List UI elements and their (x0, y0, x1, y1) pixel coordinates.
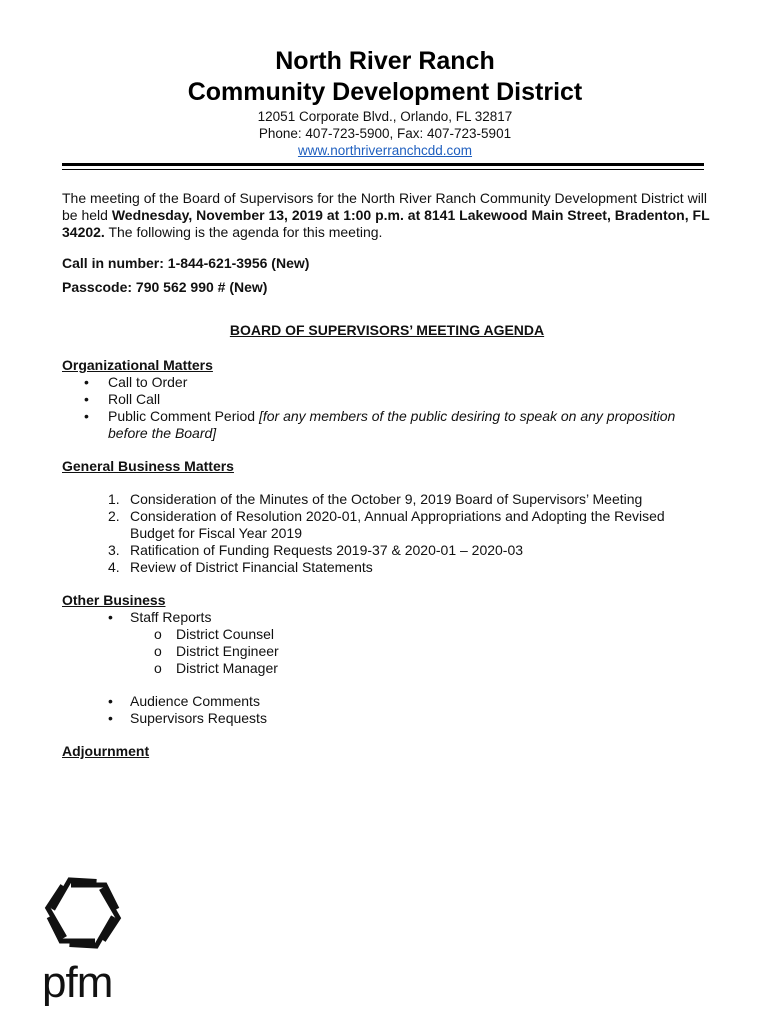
list-item: • Roll Call (62, 391, 712, 408)
pfm-logo-text: pfm (42, 958, 113, 1007)
list-item: • Supervisors Requests (62, 710, 712, 727)
passcode: Passcode: 790 562 990 # (New) (62, 279, 268, 295)
section-general-business: General Business Matters (62, 458, 234, 474)
public-comment-label: Public Comment Period (108, 408, 259, 424)
item-text: Review of District Financial Statements (130, 559, 373, 575)
staff-reports-sublist (62, 626, 712, 677)
call-in-number: Call in number: 1-844-621-3956 (New) (62, 255, 310, 271)
header-divider-thin (62, 169, 704, 170)
item-number: 2. (108, 508, 120, 524)
agenda-body (62, 190, 712, 760)
item-number: 1. (108, 491, 120, 507)
pfm-logo-icon (38, 868, 128, 958)
district-name-line2: Community Development District (187, 78, 583, 106)
agenda-title: BOARD OF SUPERVISORS’ MEETING AGENDA (229, 322, 545, 338)
section-adjournment: Adjournment (62, 743, 150, 759)
district-name-line1: North River Ranch (275, 47, 495, 75)
item-text: Consideration of Resolution 2020-01, Annual Appropriations and Adopting the Revised Budget for Fiscal Year 2019 (130, 508, 665, 541)
sub-item: o District Engineer (62, 643, 712, 660)
general-business-list (62, 491, 712, 576)
item-text: Ratification of Funding Requests 2019-37 & 2020-01 – 2020-03 (130, 542, 524, 558)
organizational-list (62, 374, 712, 442)
header-divider-thick (62, 163, 704, 166)
item-text: Consideration of the Minutes of the October 9, 2019 Board of Supervisors’ Meeting (130, 491, 643, 507)
section-organizational-matters: Organizational Matters (62, 357, 213, 373)
list-item (62, 559, 712, 576)
item-number: 4. (108, 559, 120, 575)
section-other-business: Other Business (62, 592, 166, 608)
meeting-date-location: Wednesday, November 13, 2019 at 1:00 p.m. at 8141 Lakewood Main Street, Bradenton, FL 34202. (62, 207, 710, 240)
list-item: • Call to Order (62, 374, 712, 391)
sub-item: o District Manager (62, 660, 712, 677)
sub-item: o District Counsel (62, 626, 712, 643)
letterhead (0, 46, 770, 159)
website-link[interactable]: www.northriverranchcdd.com (297, 143, 473, 158)
other-business-list-2 (62, 693, 712, 727)
intro-text: The meeting of the Board of Supervisors for the North River Ranch Community Development District will be held (62, 190, 708, 223)
list-item-staff-reports: • Staff Reports (62, 609, 712, 626)
intro-text-end: The following is the agenda for this meeting. (104, 224, 383, 240)
list-item-public-comment (62, 408, 712, 442)
intro-paragraph (62, 190, 712, 241)
list-item: • Audience Comments (62, 693, 712, 710)
public-comment-note: [for any members of the public desiring to speak on any proposition before the Board] (108, 408, 676, 441)
other-business-list (62, 609, 712, 626)
list-item (62, 491, 712, 508)
list-item (62, 542, 712, 559)
list-item (62, 508, 712, 542)
phone-fax: Phone: 407-723-5900, Fax: 407-723-5901 (258, 126, 512, 141)
address: 12051 Corporate Blvd., Orlando, FL 32817 (257, 109, 513, 124)
item-number: 3. (108, 542, 120, 558)
